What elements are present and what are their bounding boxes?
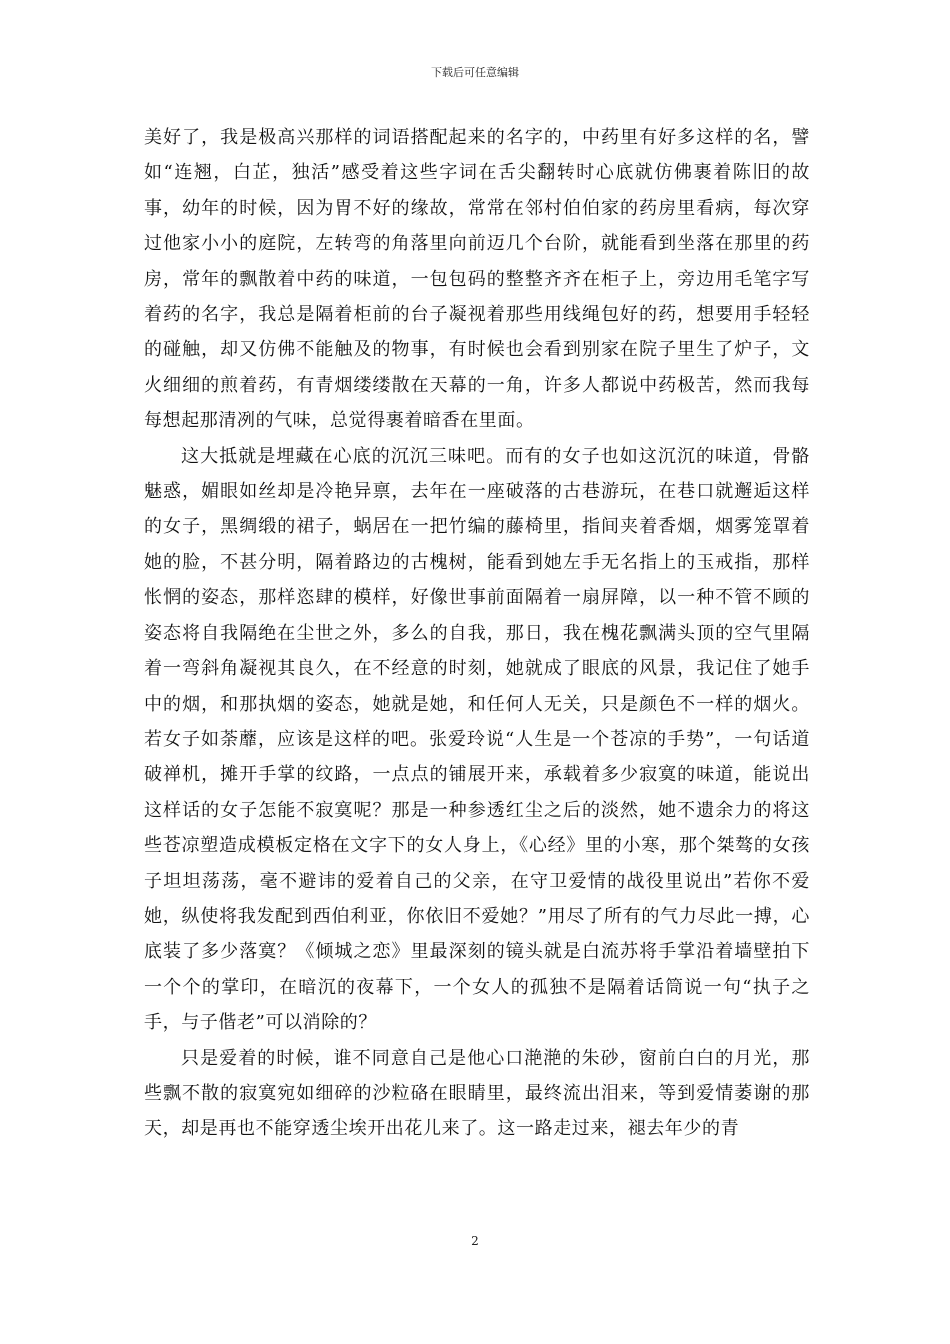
paragraph-1: 美好了，我是极高兴那样的词语搭配起来的名字的，中药里有好多这样的名，譬如“连翘，白芷，独活”感受着这些字词在舌尖翻转时心底就仿佛裹着陈旧的故事，幼年的时候，因为胃不好的缘故，常常在邻村伯伯家的药房里看病，每次穿过他家小小的庭院，左转弯的角落里向前迈几个台阶，就能看到坐落在那里的药房，常年的飘散着中药的味道，一包包码的整整齐齐在柜子上，旁边用毛笔字写着药的名字，我总是隔着柜前的台子凝视着那些用线绳包好的药，想要用手轻轻的碰触，却又仿佛不能触及的物事，有时候也会看到别家在院子里生了炉子，文火细细的煎着药，有青烟缕缕散在天幕的一角，许多人都说中药极苦，然而我每每想起那清冽的气味，总觉得裹着暗香在里面。 (144, 127, 810, 432)
paragraph-3: 只是爱着的时候，谁不同意自己是他心口滟滟的朱砂，窗前白白的月光，那些飘不散的寂寞宛如细碎的沙粒硌在眼睛里，最终流出泪来，等到爱情萎谢的那天，却是再也不能穿透尘埃开出花儿来了。这一路走过来，褪去年少的青 (144, 1047, 810, 1140)
page-number: 2 (471, 1234, 479, 1248)
body-text (144, 120, 810, 1147)
paragraph-2: 这大抵就是埋藏在心底的沉沉三味吧。而有的女子也如这沉沉的味道，骨骼魅惑，媚眼如丝却是冷艳异禀，去年在一座破落的古巷游玩，在巷口就邂逅这样的女子，黑绸缎的裙子，蜗居在一把竹编的藤椅里，指间夹着香烟，烟雾笼罩着她的脸，不甚分明，隔着路边的古槐树，能看到她左手无名指上的玉戒指，那样怅惘的姿态，那样恣肆的模样，好像世事前面隔着一扇屏障，以一种不管不顾的姿态将自我隔绝在尘世之外，多么的自我，那日，我在槐花飘满头顶的空气里隔着一弯斜角凝视其良久，在不经意的时刻，她就成了眼底的风景，我记住了她手中的烟，和那执烟的姿态，她就是她，和任何人无关，只是颜色不一样的烟火。若女子如荼蘼，应该是这样的吧。张爱玲说“人生是一个苍凉的手势”，一句话道破禅机，摊开手掌的纹路，一点点的铺展开来，承载着多少寂寞的味道，能说出这样话的女子怎能不寂寞呢？那是一种参透红尘之后的淡然，她不遗余力的将这些苍凉塑造成模板定格在文字下的女人身上，《心经》里的小寒，那个桀骜的女孩子坦坦荡荡，毫不避讳的爱着自己的父亲，在守卫爱情的战役里说出”若你不爱她，纵使将我发配到西伯利亚，你依旧不爱她？”用尽了所有的气力尽此一搏，心底装了多少落寞？《倾城之恋》里最深刻的镜头就是白流苏将手掌沿着墙壁拍下一个个的掌印，在暗沉的夜幕下，一个女人的孤独不是隔着话筒说一句“执子之手，与子偕老”可以消除的？ (144, 445, 810, 1034)
page-header: 下载后可任意编辑 (431, 66, 519, 79)
